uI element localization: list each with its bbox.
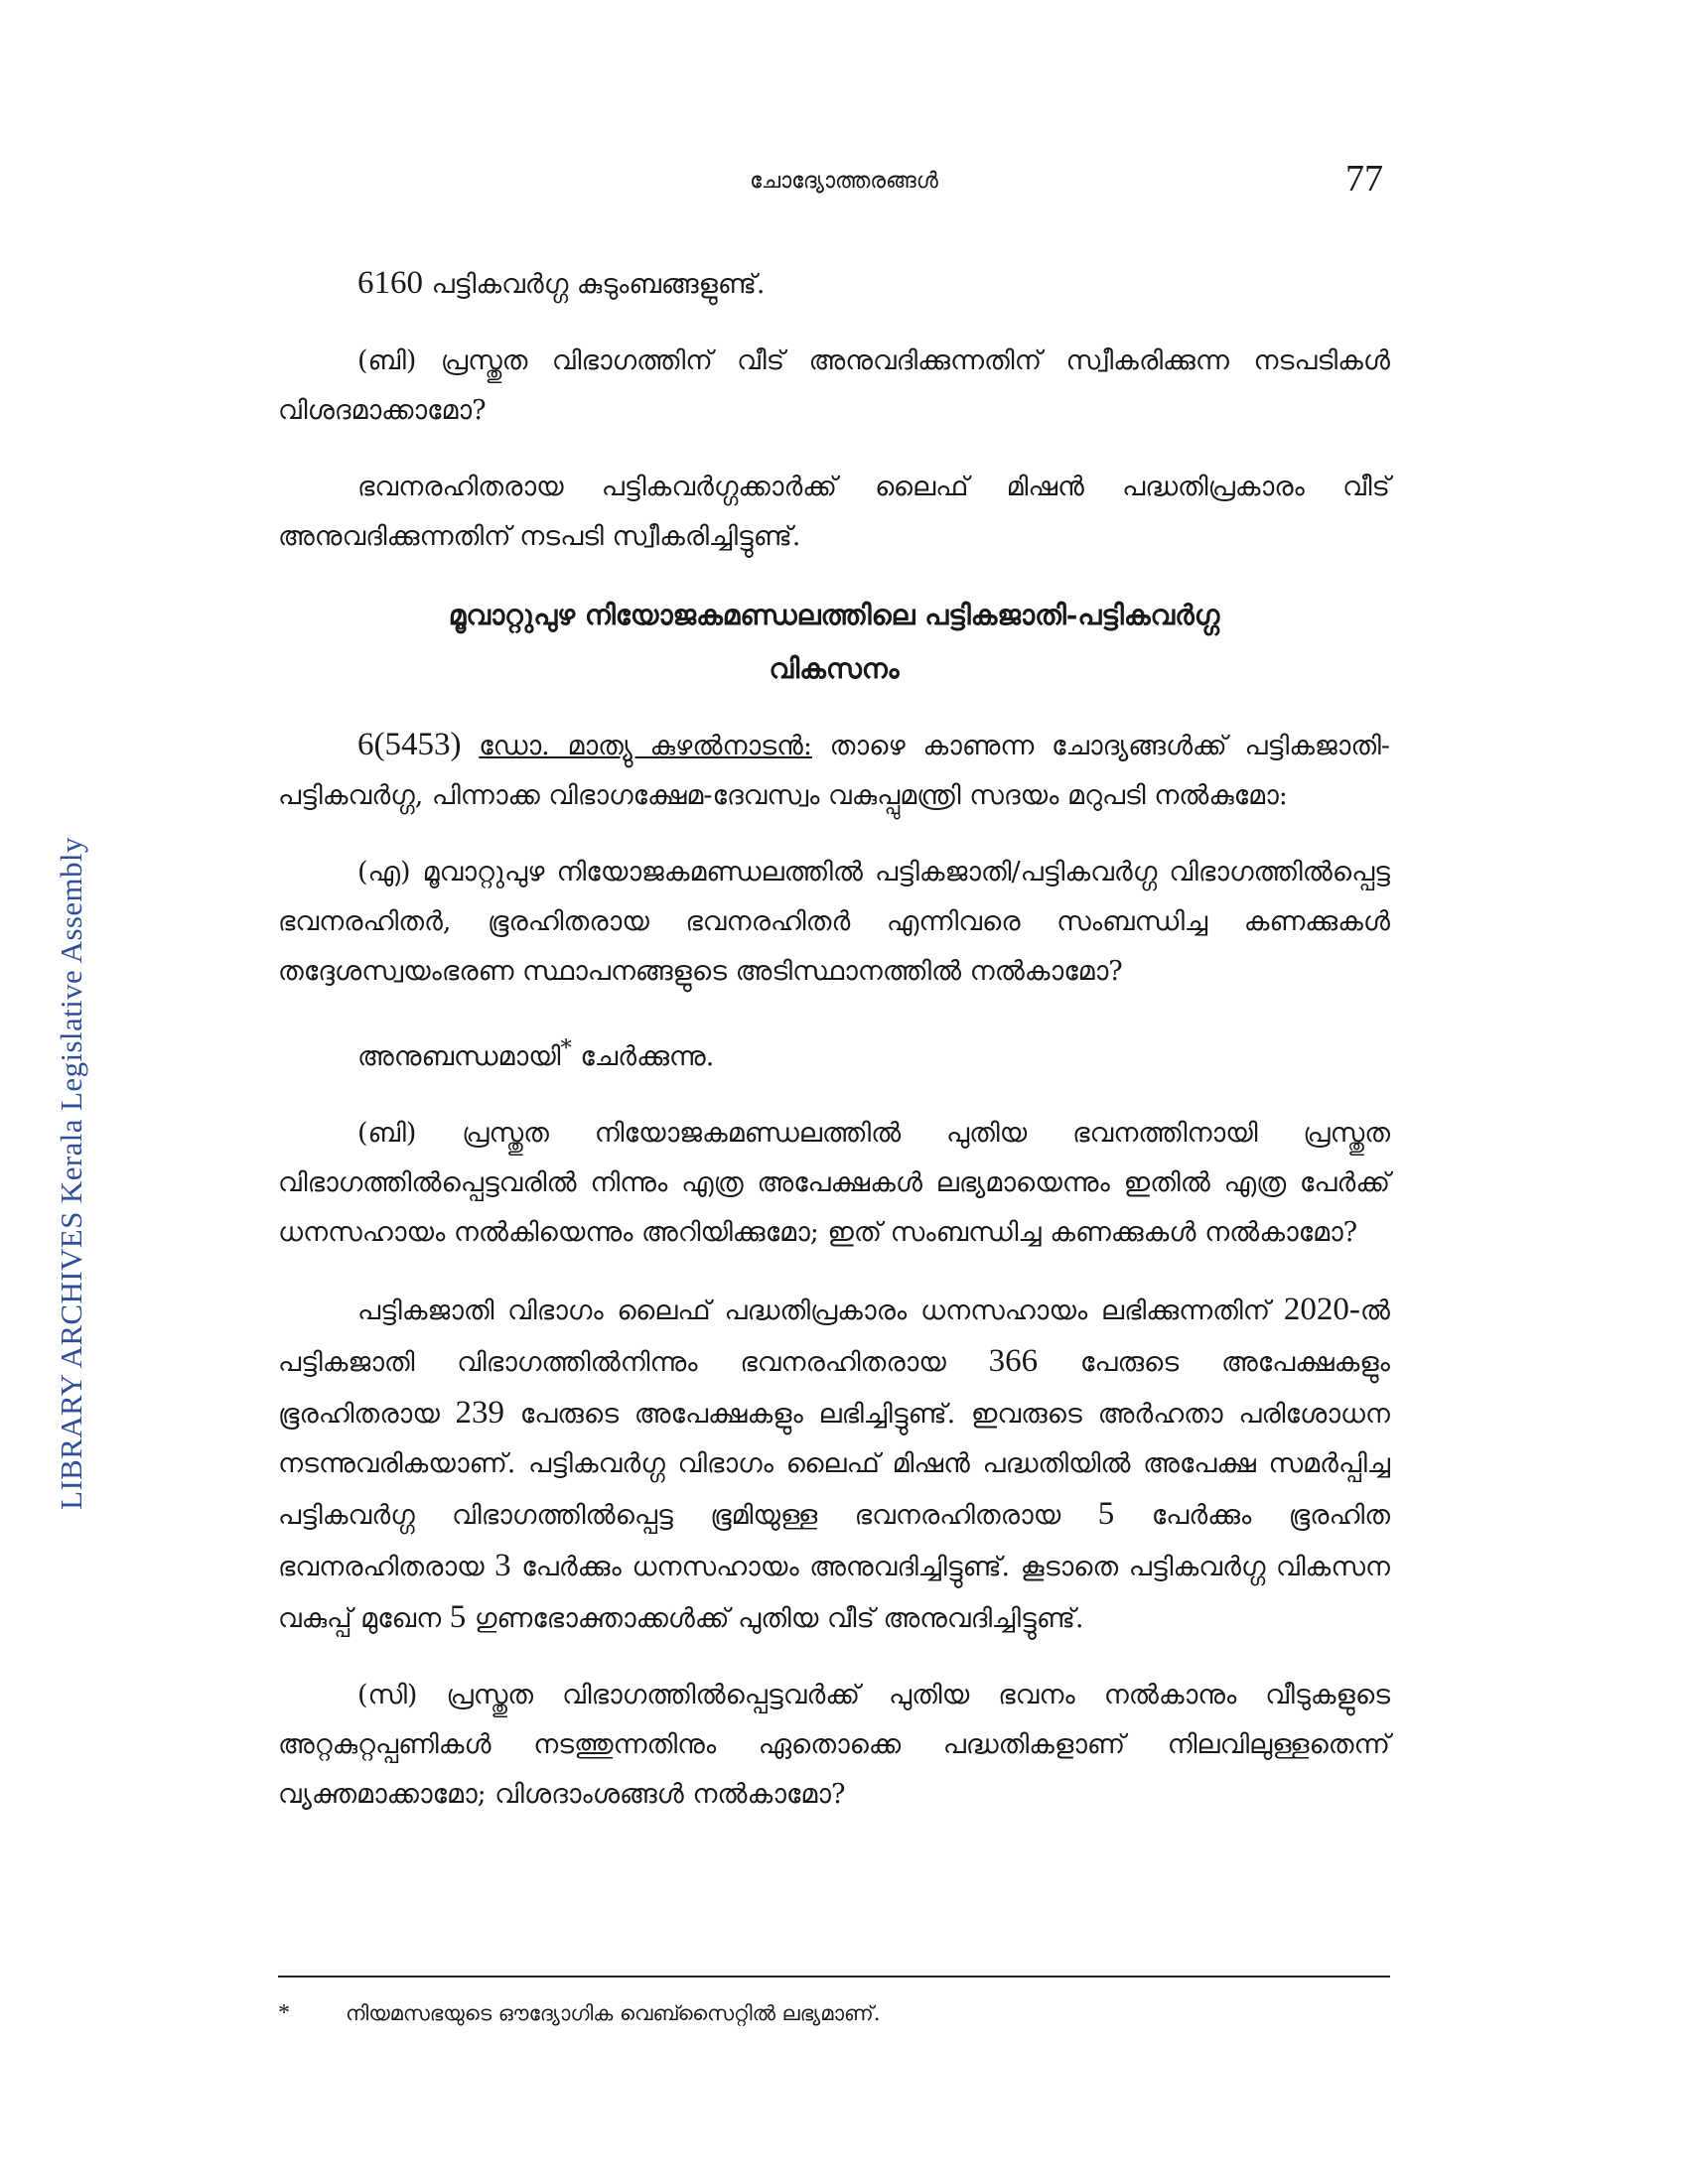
question-c: (സി) പ്രസ്തുത വിഭാഗത്തിൽപ്പെട്ടവർക്ക് പുതിയ ഭവനം നൽകാനും വീടുകളുടെ അറ്റകുറ്റപ്പണികൾ നടത്തുന്നതിനും ഏതൊക്കെ പദ്ധതികളാണ് നിലവിലുള്ളതെന്ന് വ്യക്തമാക്കാമോ; വിശദാംശങ്ങൾ നൽകാമോ? xyxy=(278,1680,1390,1810)
answer-b-text: ഗുണഭോക്താക്കൾക്ക് പുതിയ വീട് അനുവദിച്ചിട്ടുണ്ട്. xyxy=(466,1603,1084,1634)
footnote-marker: * xyxy=(560,1035,572,1061)
answer-b-text: ൽ പട്ടികജാതി വിഭാഗത്തിൽനിന്നും ഭവനരഹിതരായ xyxy=(278,1296,1390,1378)
section-heading xyxy=(278,589,1390,696)
answer-b-text: പേരുടെ അപേക്ഷകളും ഭൂരഹിതരായ xyxy=(278,1347,1390,1430)
answer-b-text: പേരുടെ അപേക്ഷകളും ലഭിച്ചിട്ടുണ്ട്. ഇവരുടെ അർഹതാ പരിശോധന നടന്നുവരികയാണ്. പട്ടികവർഗ്ഗ വിഭാഗം ലൈഫ് മിഷൻ പദ്ധതിയിൽ അപേക്ഷ സമർപ്പിച്ച പട്ടികവർഗ്ഗ വിഭാഗത്തിൽപ്പെട്ട ഭൂമിയുള്ള ഭവനരഹിതരായ xyxy=(278,1399,1390,1531)
footnote-divider xyxy=(278,1976,1390,1978)
heading-line-1: മൂവാറ്റുപുഴ നിയോജകമണ്ഡലത്തിലെ പട്ടികജാതി-പട്ടികവർഗ്ഗ xyxy=(448,599,1220,631)
beneficiaries-count: 5 xyxy=(449,1599,467,1635)
answer-a xyxy=(278,1024,1390,1082)
archive-watermark: LIBRARY ARCHIVES Kerala Legislative Assembly xyxy=(54,837,88,1510)
answer-b-text: പേർക്കും ധനസഹായം അനുവദിച്ചിട്ടുണ്ട്. കൂടാതെ പട്ടികവർഗ്ഗ വികസന വകുപ്പ് മുഖേന xyxy=(278,1552,1390,1634)
question-intro-text: താഴെ കാണുന്ന ചോദ്യങ്ങൾക്ക് പട്ടികജാതി-പട്ടികവർഗ്ഗ, പിന്നാക്ക വിഭാഗക്ഷേമ-ദേവസ്വം വകുപ്പുമന്ത്രി സദയം മറുപടി നൽകുമോ: xyxy=(278,731,1390,811)
question-b-housing: (ബി) പ്രസ്തുത വിഭാഗത്തിന് വീട് അനുവദിക്കുന്നതിന് സ്വീകരിക്കുന്ന നടപടികൾ വിശദമാക്കാമോ? xyxy=(278,345,1390,426)
homeless-applicants-count: 366 xyxy=(988,1343,1039,1379)
answer-b-text: പട്ടികജാതി വിഭാഗം ലൈഫ് പദ്ധതിപ്രകാരം ധനസഹായം ലഭിക്കുന്നതിന് xyxy=(357,1296,1284,1326)
family-count: 6160 xyxy=(357,265,423,301)
answer-b xyxy=(278,1285,1390,1644)
running-title: ചോദ്യോത്തരങ്ങൾ xyxy=(750,169,938,194)
footnote-text: നിയമസഭയുടെ ഔദ്യോഗിക വെബ്സൈറ്റിൽ ലഭ്യമാണ്. xyxy=(346,2001,881,2025)
footnote-mark: * xyxy=(278,2000,290,2026)
question-number: 6(5453) xyxy=(357,727,462,762)
paragraph-text: പട്ടികവർഗ്ഗ കുടുംബങ്ങളുണ്ട്. xyxy=(423,269,766,300)
answer-b-housing: ഭവനരഹിതരായ പട്ടികവർഗ്ഗക്കാർക്ക് ലൈഫ് മിഷൻ പദ്ധതിപ്രകാരം വീട് അനുവദിക്കുന്നതിന് നടപടി സ്വീകരിച്ചിട്ടുണ്ട്. xyxy=(278,472,1390,552)
st-homeless-with-land-count: 5 xyxy=(1097,1496,1115,1532)
heading-line-2: വികസനം xyxy=(769,652,900,685)
footnote xyxy=(278,1995,1390,2031)
paragraph-st-families xyxy=(278,258,1390,310)
st-landless-homeless-count: 3 xyxy=(494,1548,511,1583)
question-b: (ബി) പ്രസ്തുത നിയോജകമണ്ഡലത്തിൽ പുതിയ ഭവനത്തിനായി പ്രസ്തുത വിഭാഗത്തിൽപ്പെട്ടവരിൽ നിന്നും എത്ര അപേക്ഷകൾ ലഭ്യമായെന്നും ഇതിൽ എത്ര പേർക്ക് ധനസഹായം നൽകിയെന്നും അറിയിക്കുമോ; ഇത് സംബന്ധിച്ച കണക്കുകൾ നൽകാമോ? xyxy=(278,1118,1390,1248)
year-value: 2020- xyxy=(1283,1292,1360,1327)
question-intro xyxy=(278,720,1390,821)
page-number: 77 xyxy=(1345,158,1383,200)
member-name: ഡോ. മാത്യു കുഴൽനാടൻ: xyxy=(479,731,812,761)
answer-a-text: അനുബന്ധമായി xyxy=(357,1041,561,1072)
page-content xyxy=(278,258,1390,1846)
answer-a-text-end: ചേർക്കുന്നു. xyxy=(571,1041,715,1072)
question-a: (എ) മൂവാറ്റുപുഴ നിയോജകമണ്ഡലത്തിൽ പട്ടികജാതി/പട്ടികവർഗ്ഗ വിഭാഗത്തിൽപ്പെട്ട ഭവനരഹിതർ, ഭൂരഹിതരായ ഭവനരഹിതർ എന്നിവരെ സംബന്ധിച്ച കണക്കുകൾ തദ്ദേശസ്വയംഭരണ സ്ഥാപനങ്ങളുടെ അടിസ്ഥാനത്തിൽ നൽകാമോ? xyxy=(278,857,1390,987)
answer-b-text: പേർക്കും ഭൂരഹിത ഭവനരഹിതരായ xyxy=(278,1500,1390,1582)
landless-applicants-count: 239 xyxy=(455,1395,505,1431)
